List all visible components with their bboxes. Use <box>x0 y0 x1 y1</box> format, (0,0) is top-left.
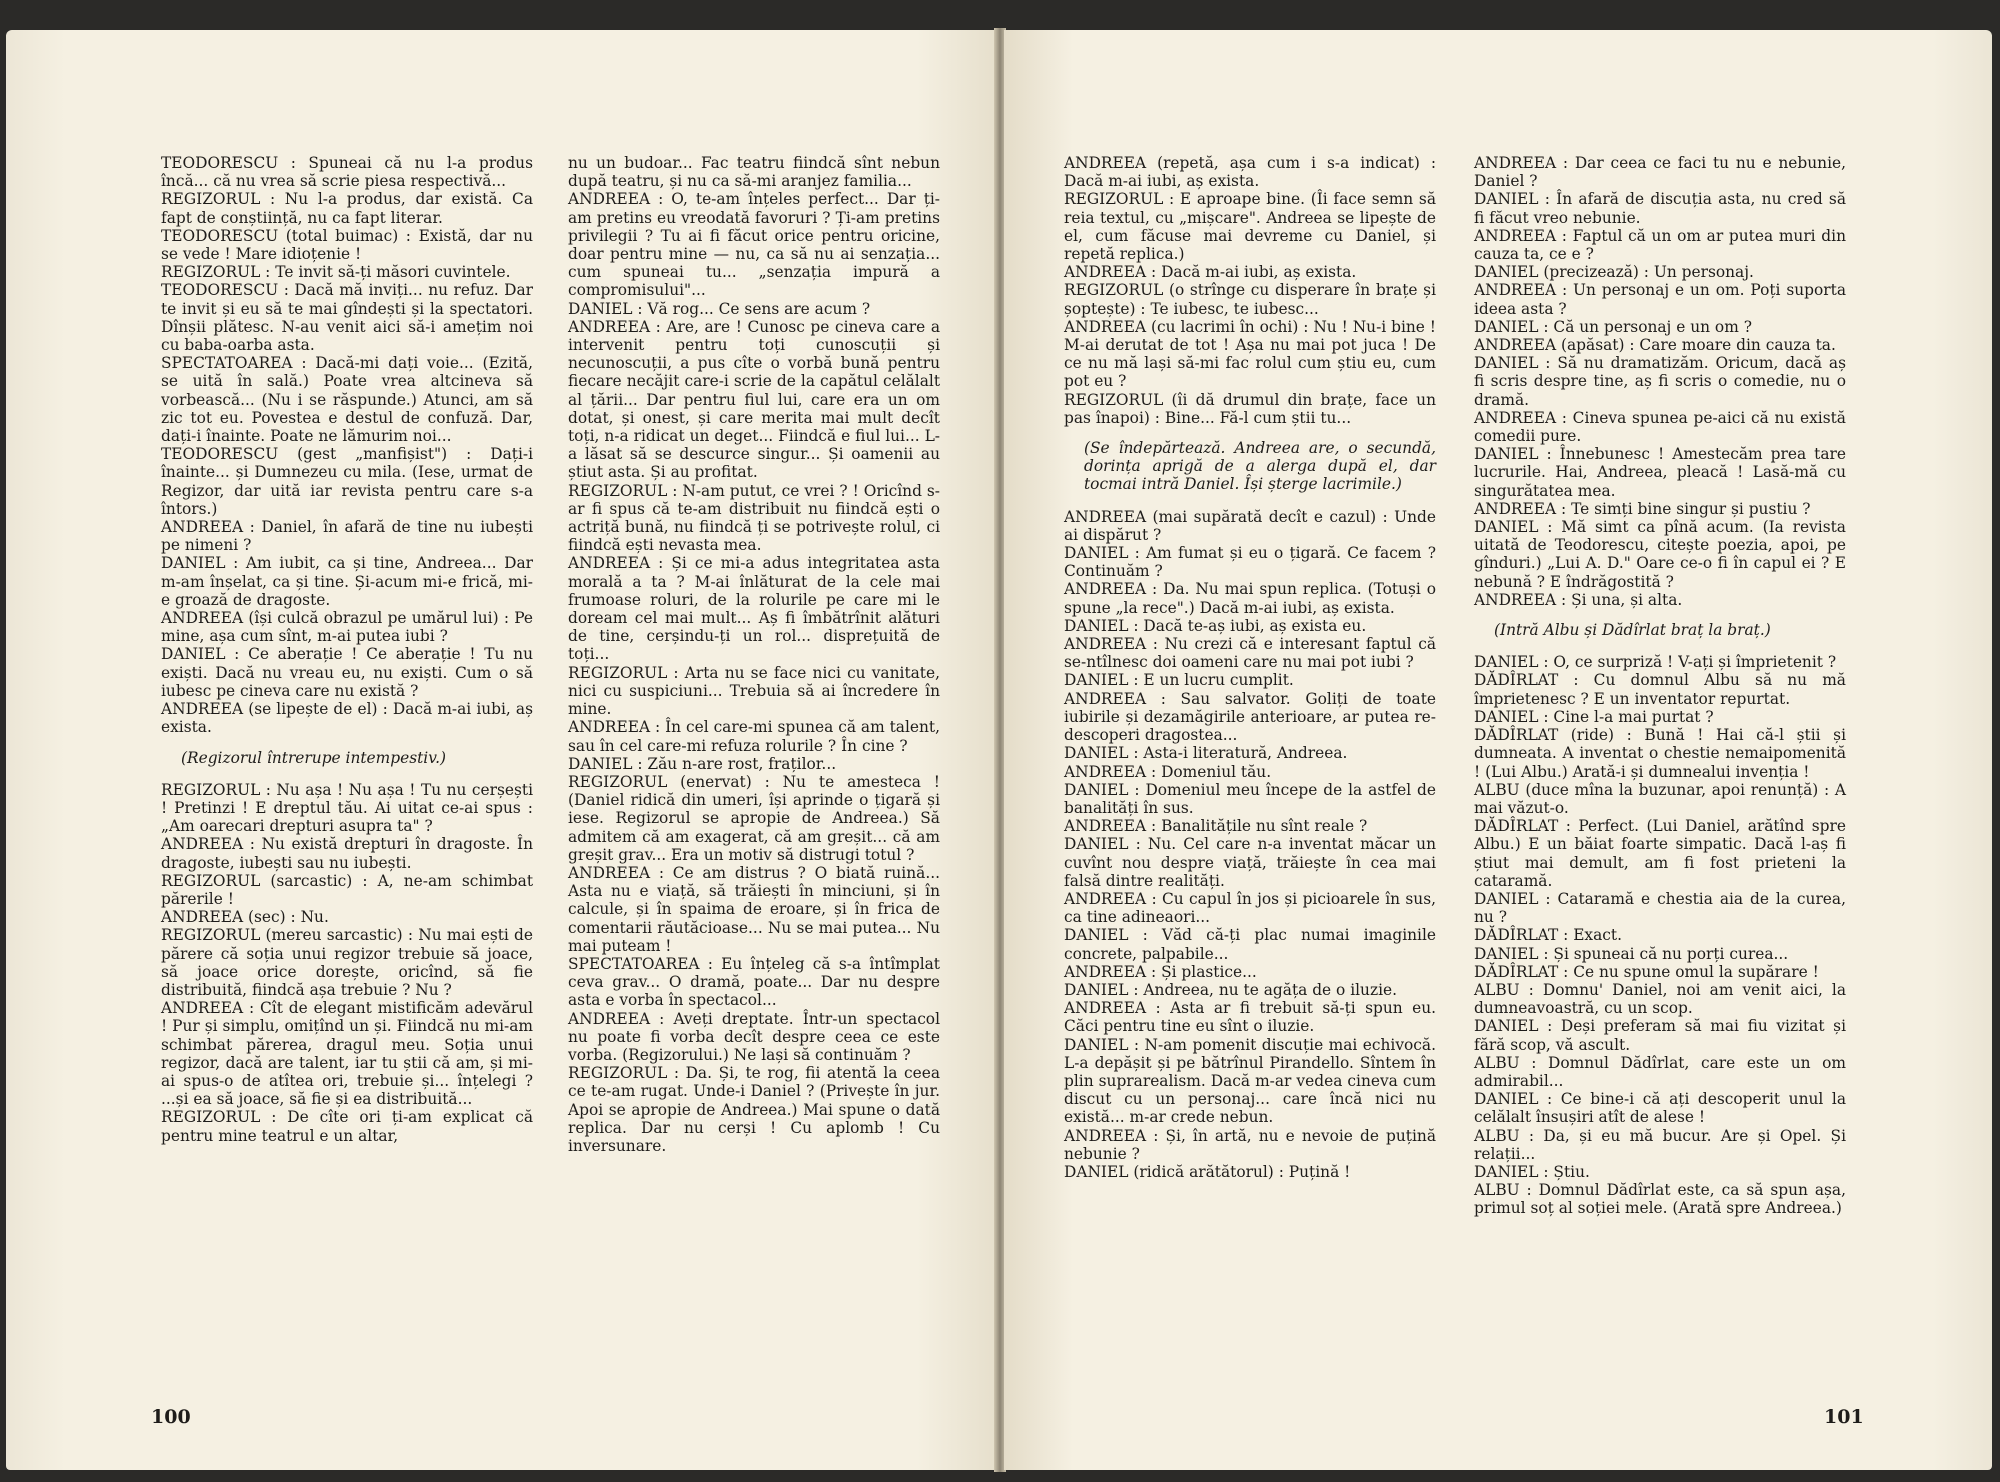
page-number-right: 101 <box>1824 1406 1864 1428</box>
dialogue-line: ANDREEA : Cineva spunea pe-aici că nu există comedii pure. <box>1474 408 1846 446</box>
dialogue-line: DANIEL : Andreea, nu te agăța de o iluzie. <box>1064 980 1397 999</box>
dialogue-line: REGIZORUL (mereu sarcastic) : Nu mai ești de părere că soția unui regizor trebuie să joace, să joace orice dorește, oricînd, să fie distribuită, fiindcă așa trebuie ? Nu ? <box>161 926 533 999</box>
dialogue-line: DANIEL : Ce bine-i că ați descoperit unul la celălalt însușiri atît de alese ! <box>1474 1090 1846 1127</box>
dialogue-line: DANIEL : Nu. Cel care n-a inventat măcar un cuvînt nou despre viață, trăiește în cea mai falsă dintre realități. <box>1064 835 1436 890</box>
dialogue-line: REGIZORUL (enervat) : Nu te amesteca ! (Daniel ridică din umeri, își aprinde o țigară și iese. Regizorul se apropie de Andreea.) Să admitem că am exagerat, că am greșit... că am greșit grav... Era un motiv să distrugi totul ? <box>568 772 940 864</box>
dialogue-line: DANIEL : Dacă te-aș iubi, aș exista eu. <box>1064 616 1367 635</box>
dialogue-line: ANDREEA : Ce am distrus ? O biată ruină... Asta nu e viață, să trăiești în minciuni, și în calcule, și în spaima de eroare, și în frica de comentarii răutăcioase... Nu se mai putea... Nu mai puteam ! <box>568 863 940 955</box>
dialogue-line: DANIEL : Cataramă e chestia aia de la curea, nu ? <box>1474 889 1846 927</box>
dialogue-line: SPECTATOAREA : Eu înțeleg că s-a întîmplat ceva grav... O dramă, poate... Dar nu despre asta e vorba în spectacol... <box>568 954 940 1010</box>
dialogue-line: REGIZORUL : De cîte ori ți-am explicat că pentru mine teatrul e un altar, <box>161 1108 533 1145</box>
dialogue-line: ANDREEA : Și una, și alta. <box>1474 590 1683 609</box>
dialogue-line: ANDREEA : O, te-am înțeles perfect... Dar ți-am pretins eu vreodată favoruri ? Ți-am pretins privilegii ? Tu ai fi făcut orice pentru oricine, doar pentru mine — nu, ca să nu ai senzația... cum spuneai tu... „senzația impură a compromisului"... <box>568 190 940 300</box>
dialogue-line: ANDREEA (sec) : Nu. <box>161 908 329 927</box>
dialogue-line: DĂDÎRLAT (ride) : Bună ! Hai că-l știi și dumneata. A inventat o chestie nemaipomenită ! (Lui Albu.) Arată-i și dumnealui invenția ! <box>1474 726 1846 781</box>
dialogue-line: ANDREEA : Nu crezi că e interesant faptul că se-ntîlnesc doi oameni care nu mai pot iubi ? <box>1064 635 1436 672</box>
dialogue-line: SPECTATOAREA : Dacă-mi dați voie... (Ezită, se uită în sală.) Poate vrea altcineva să vorbească... (Nu i se răspunde.) Atunci, am să zic tot eu. Povestea e destul de confuză. Dar, dați-i înainte. Poate ne lămurim noi... <box>161 354 533 446</box>
dialogue-line: DANIEL (ridică arătătorul) : Puțină ! <box>1064 1162 1351 1181</box>
dialogue-line: REGIZORUL (îi dă drumul din brațe, face un pas înapoi) : Bine... Fă-l cum știi tu... <box>1064 390 1436 427</box>
dialogue-line: ANDREEA : Dar ceea ce faci tu nu e nebunie, Daniel ? <box>1474 154 1846 191</box>
dialogue-line: ANDREEA : Are, are ! Cunosc pe cineva care a intervenit pentru toți cunoscuții și necunoscuții, a pus cîte o vorbă bună pentru fiecare necăjit care-i scrie de la capătul celălalt al țării... Dar pentru fiul lui, care era un om dotat, și onest, și care merita mai mult decît toți, n-a ridicat un deget... Fiindcă e fiul lui... L-a lăsat să se descurce singur... Și oamenii au știut asta. Și au profitat. <box>568 317 940 482</box>
dialogue-line: REGIZORUL : Arta nu se face nici cu vanitate, nici cu suspiciuni... Trebuia să ai încredere în mine. <box>568 663 940 719</box>
dialogue-line: DANIEL : Văd că-ți plac numai imaginile concrete, palpabile... <box>1064 926 1436 963</box>
dialogue-line: ANDREEA : Un personaj e un om. Poți suporta ideea asta ? <box>1474 281 1846 318</box>
left-page <box>6 30 996 1470</box>
dialogue-line: DĂDÎRLAT : Cu domnul Albu să nu mă împrietenesc ? E un inventator repurtat. <box>1474 671 1846 708</box>
dialogue-line: ALBU (duce mîna la buzunar, apoi renunță) : A mai văzut-o. <box>1474 780 1846 817</box>
dialogue-line: REGIZORUL (o strînge cu disperare în brațe și șoptește) : Te iubesc, te iubesc... <box>1064 281 1436 318</box>
dialogue-line: DANIEL : Și spuneai că nu porți curea... <box>1474 944 1789 963</box>
dialogue-line: ANDREEA : Și plastice... <box>1064 962 1257 981</box>
dialogue-line: DANIEL : O, ce surpriză ! V-ați și împrietenit ? <box>1474 653 1837 672</box>
dialogue-line: DANIEL : Asta-i literatură, Andreea. <box>1064 744 1348 763</box>
dialogue-line: ANDREEA : Banalitățile nu sînt reale ? <box>1064 817 1368 836</box>
dialogue-line: DANIEL : Deși preferam să mai fiu vizitat și fără scop, vă ascult. <box>1474 1017 1846 1054</box>
dialogue-line: ANDREEA : Dacă m-ai iubi, aș exista. <box>1064 263 1357 282</box>
dialogue-line: ANDREEA : Și, în artă, nu e nevoie de puțină nebunie ? <box>1064 1126 1436 1163</box>
dialogue-line: ALBU : Domnul Dădîrlat, care este un om admirabil... <box>1474 1053 1846 1090</box>
dialogue-line: ANDREEA : Cît de elegant mistificăm adevărul ! Pur și simplu, omițînd un și. Fiindcă nu mi-am schimbat părerea, dragul meu. Soția unui regizor, dacă are talent, iar tu știi că am, și mi-ai spus-o de atîtea ori, trebuie și... înțelegi ? ...și ea să joace, să fie și ea distribuită... <box>161 999 533 1109</box>
dialogue-line: ALBU : Da, și eu mă bucur. Are și Opel. Și relații... <box>1474 1126 1846 1163</box>
dialogue-line: DANIEL : Să nu dramatizăm. Oricum, dacă aș fi scris despre tine, aș fi scris o comedie, nu o dramă. <box>1474 354 1846 409</box>
dialogue-line: DANIEL (precizează) : Un personaj. <box>1474 263 1754 282</box>
stage-direction: (Se îndepărtează. Andreea are, o secundă, dorința aprigă de a alerga după el, dar tocmai intră Daniel. Își șterge lacrimile.) <box>1084 439 1436 494</box>
column-1 <box>161 154 533 1145</box>
dialogue-line: REGIZORUL : Nu așa ! Nu așa ! Tu nu cerșești ! Pretinzi ! E dreptul tău. Ai uitat ce-ai spus : „Am oarecari drepturi asupra ta" ? <box>161 780 533 836</box>
dialogue-line: TEODORESCU (total buimac) : Există, dar nu se vede ! Mare idioțenie ! <box>161 226 533 264</box>
dialogue-line: ANDREEA (apăsat) : Care moare din cauza ta. <box>1474 336 1836 355</box>
dialogue-line: ANDREEA : Asta ar fi trebuit să-ți spun eu. Căci pentru tine eu sînt o iluzie. <box>1064 999 1436 1036</box>
dialogue-line: REGIZORUL : Da. Și, te rog, fii atentă la ceea ce te-am rugat. Unde-i Daniel ? (Privește în jur. Apoi se apropie de Andreea.) Mai spune o dată replica. Dar nu cerși ! Cu aplomb ! Cu inversunare. <box>568 1064 940 1155</box>
dialogue-line: nu un budoar... Fac teatru fiindcă sînt nebun după teatru, și nu ca să-mi aranjez familia... <box>568 154 940 191</box>
dialogue-line: DANIEL : Zău n-are rost, fraților... <box>568 754 837 773</box>
dialogue-line: TEODORESCU : Dacă mă inviți... nu refuz. Dar te invit și eu să te mai gîndești și la spectatori. Dînșii plătesc. N-au venit aici să-i amețim noi cu baba-oarba asta. <box>161 281 533 355</box>
dialogue-line: ALBU : Domnu' Daniel, noi am venit aici, la dumneavoastră, cu un scop. <box>1474 980 1846 1018</box>
dialogue-line: ANDREEA (repetă, așa cum i s-a indicat) : Dacă m-ai iubi, aș exista. <box>1064 154 1436 191</box>
stage-direction: (Intră Albu și Dădîrlat braț la braț.) <box>1494 621 1771 640</box>
dialogue-line: ANDREEA : Te simți bine singur și pustiu ? <box>1474 499 1811 518</box>
dialogue-line: DANIEL : Am fumat și eu o țigară. Ce facem ? Continuăm ? <box>1064 544 1436 581</box>
dialogue-line: DANIEL : Cine l-a mai purtat ? <box>1474 707 1714 726</box>
dialogue-line: ANDREEA : Nu există drepturi în dragoste. În dragoste, iubești sau nu iubești. <box>161 835 533 872</box>
page-number-left: 100 <box>151 1406 191 1428</box>
dialogue-line: DANIEL : Înnebunesc ! Amestecăm prea tare lucrurile. Hai, Andreea, pleacă ! Lasă-mă cu singurătatea mea. <box>1474 445 1846 500</box>
dialogue-line: ANDREEA : Da. Nu mai spun replica. (Totuși o spune „la rece".) Dacă m-ai iubi, aș exista. <box>1064 580 1436 617</box>
dialogue-line: ALBU : Domnul Dădîrlat este, ca să spun așa, primul soț al soției mele. (Arată spre Andreea.) <box>1474 1181 1846 1218</box>
dialogue-line: ANDREEA : Sau salvator. Goliți de toate iubirile și dezamăgirile anterioare, ar putea re-descoperi dragostea... <box>1064 689 1436 745</box>
dialogue-line: ANDREEA : Și ce mi-a adus integritatea asta morală a ta ? M-ai înlăturat de la cele mai frumoase roluri, de la rolurile pe care mi le doream cel mai mult... Aș fi îmbătrînit alături de tine, cerșindu-ți un rol... disprețuită de toți... <box>568 554 940 664</box>
dialogue-line: DĂDÎRLAT : Ce nu spune omul la supărare ! <box>1474 962 1819 981</box>
dialogue-line: DANIEL : N-am pomenit discuție mai echivocă. L-a depășit și pe bătrînul Pirandello. Sîntem în plin suprarealism. Dacă m-ar vedea cineva cum discut cu un personaj... care încă nici nu există... m-ar crede nebun. <box>1064 1035 1436 1127</box>
dialogue-line: DANIEL : Vă rog... Ce sens are acum ? <box>568 299 871 318</box>
dialogue-line: ANDREEA : Daniel, în afară de tine nu iubești pe nimeni ? <box>161 518 533 555</box>
dialogue-line: ANDREEA : Faptul că un om ar putea muri din cauza ta, ce e ? <box>1474 226 1846 264</box>
dialogue-line: TEODORESCU : Spuneai că nu l-a produs încă... că nu vrea să scrie piesa respectivă... <box>161 154 533 191</box>
dialogue-line: ANDREEA : Domeniul tău. <box>1064 762 1272 781</box>
dialogue-line: REGIZORUL (sarcastic) : A, ne-am schimbat părerile ! <box>161 871 533 908</box>
dialogue-line: ANDREEA (își culcă obrazul pe umărul lui) : Pe mine, așa cum sînt, m-ai putea iubi ? <box>161 609 533 646</box>
stage-direction: (Regizorul întrerupe intempestiv.) <box>181 748 446 767</box>
column-3 <box>1064 154 1436 1181</box>
dialogue-line: TEODORESCU (gest „manfișist") : Dați-i înainte... și Dumnezeu cu mila. (Iese, urmat de Regizor, dar uită iar revista pentru care s-a întors.) <box>161 445 533 518</box>
dialogue-line: ANDREEA (se lipește de el) : Dacă m-ai iubi, aș exista. <box>161 700 533 737</box>
dialogue-line: ANDREEA : Aveți dreptate. Într-un spectacol nu poate fi vorba decît despre ceea ce este vorba. (Regizorului.) Ne lași să continuăm ? <box>568 1009 940 1064</box>
dialogue-line: REGIZORUL : N-am putut, ce vrei ? ! Oricînd s-ar fi spus că te-am distribuit nu fiindcă ești o actriță bună, nu fiindcă ți se potrivește rolul, ci fiindcă ești nevasta mea. <box>568 481 940 555</box>
dialogue-line: DANIEL : În afară de discuția asta, nu cred să fi făcut vreo nebunie. <box>1474 190 1846 227</box>
dialogue-line: REGIZORUL : Te invit să-ți măsori cuvintele. <box>161 263 511 282</box>
dialogue-line: DANIEL : Că un personaj e un om ? <box>1474 317 1752 336</box>
column-2 <box>568 154 940 1155</box>
dialogue-line: REGIZORUL : E aproape bine. (Îi face semn să reia textul, cu „mișcare". Andreea se lipește de el, cum făcuse mai devreme cu Daniel, și repetă replica.) <box>1064 190 1436 264</box>
dialogue-line: DANIEL : Domeniul meu începe de la astfel de banalități în sus. <box>1064 780 1436 817</box>
dialogue-line: ANDREEA (cu lacrimi în ochi) : Nu ! Nu-i bine ! M-ai derutat de tot ! Așa nu mai pot juca ! De ce nu mă lași să-mi fac rolul cum știu eu, cum pot eu ? <box>1064 317 1436 391</box>
dialogue-line: DĂDÎRLAT : Exact. <box>1474 926 1622 945</box>
dialogue-line: ANDREEA : Cu capul în jos și picioarele în sus, ca tine adineaori... <box>1064 889 1436 927</box>
dialogue-line: ANDREEA (mai supărată decît e cazul) : Unde ai dispărut ? <box>1064 507 1436 544</box>
dialogue-line: REGIZORUL : Nu l-a produs, dar există. Ca fapt de conștiință, nu ca fapt literar. <box>161 190 533 227</box>
right-page <box>1004 30 1992 1470</box>
dialogue-line: ANDREEA : În cel care-mi spunea că am talent, sau în cel care-mi refuza rolurile ? În cine ? <box>568 718 940 755</box>
dialogue-line: DANIEL : E un lucru cumplit. <box>1064 671 1294 690</box>
dialogue-line: DĂDÎRLAT : Perfect. (Lui Daniel, arătînd spre Albu.) E un băiat foarte simpatic. Dacă l-aș fi știut mai demult, am fi fost prieteni la cataramă. <box>1474 817 1846 890</box>
dialogue-line: DANIEL : Ce aberație ! Ce aberație ! Tu nu exiști. Dacă nu vreau eu, nu exiști. Cum o să iubesc pe cineva care nu există ? <box>161 645 533 700</box>
dialogue-line: DANIEL : Mă simt ca pînă acum. (Ia revista uitată de Teodorescu, citește poezia, apoi, pe gînduri.) „Lui A. D." Oare ce-o fi în capul ei ? E nebună ? E îndrăgostită ? <box>1474 518 1846 591</box>
column-4 <box>1474 154 1846 1218</box>
dialogue-line: DANIEL : Știu. <box>1474 1162 1590 1181</box>
dialogue-line: DANIEL : Am iubit, ca și tine, Andreea... Dar m-am înșelat, ca și tine. Și-acum mi-e frică, mi-e groază de dragoste. <box>161 554 533 609</box>
